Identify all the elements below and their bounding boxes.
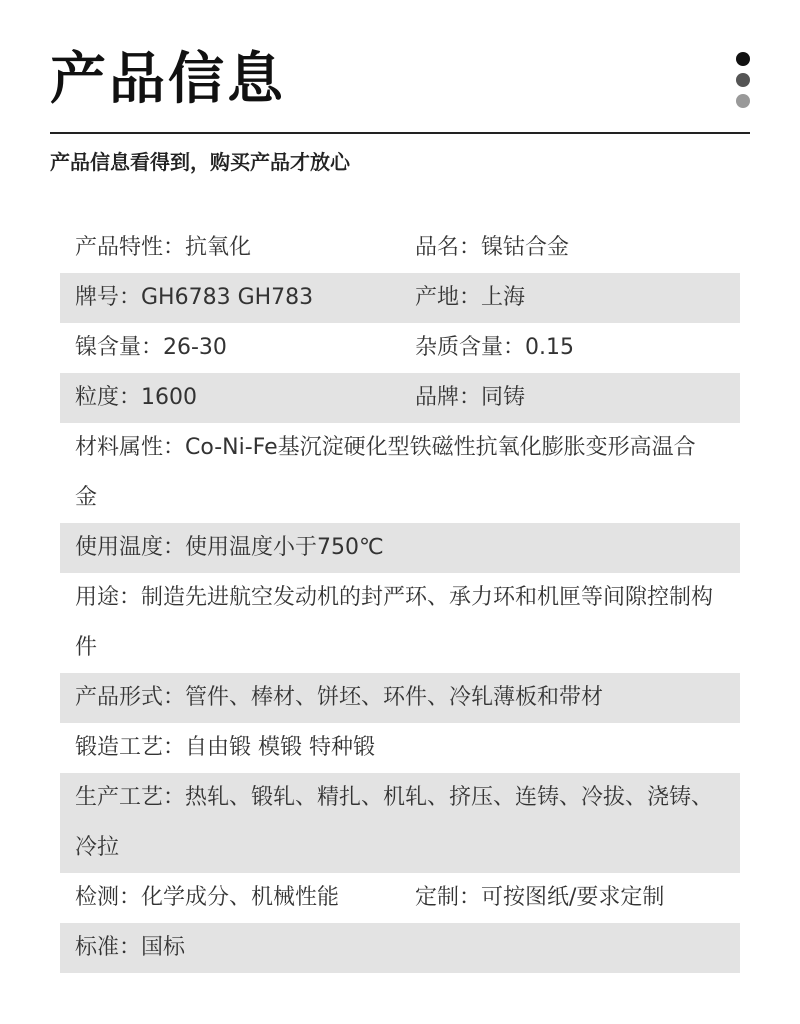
spec-cell: 产地：上海 <box>415 285 526 310</box>
page-title: 产品信息 <box>50 47 286 112</box>
spec-row <box>60 673 740 723</box>
spec-row <box>60 523 740 573</box>
spec-row <box>60 373 740 423</box>
spec-cell: 产品特性：抗氧化 <box>75 235 252 260</box>
spec-cell: 使用温度：使用温度小于750℃ <box>75 535 384 560</box>
spec-cell: 锻造工艺：自由锻 模锻 特种锻 <box>75 735 375 760</box>
spec-row <box>60 923 740 973</box>
spec-cell: 定制：可按图纸/要求定制 <box>415 885 665 910</box>
spec-cell: 用途：制造先进航空发动机的封严环、承力环和机匣等间隙控制构件 <box>75 585 714 660</box>
spec-row <box>60 273 740 323</box>
spec-row <box>60 723 740 773</box>
spec-cell: 牌号：GH6783 GH783 <box>75 285 314 310</box>
spec-cell: 品名：镍钴合金 <box>415 235 570 260</box>
spec-cell: 材料属性：Co-Ni-Fe基沉淀硬化型铁磁性抗氧化膨胀变形高温合金 <box>75 435 696 510</box>
spec-row <box>60 773 740 873</box>
dot-1 <box>736 52 750 66</box>
spec-row <box>60 573 740 673</box>
spec-cell: 粒度：1600 <box>75 385 197 410</box>
spec-row <box>60 873 740 923</box>
spec-cell: 产品形式：管件、棒材、饼坯、环件、冷轧薄板和带材 <box>75 685 604 710</box>
spec-row <box>60 423 740 523</box>
spec-cell: 生产工艺：热轧、锻轧、精扎、机轧、挤压、连铸、冷拔、浇铸、冷拉 <box>75 785 714 860</box>
spec-cell: 品牌：同铸 <box>415 385 526 410</box>
spec-cell: 检测：化学成分、机械性能 <box>75 885 340 910</box>
spec-cell: 标准：国标 <box>75 935 186 960</box>
menu-dots-icon <box>736 52 750 115</box>
dot-2 <box>736 73 750 87</box>
dot-3 <box>736 94 750 108</box>
spec-cell: 杂质含量：0.15 <box>415 335 574 360</box>
spec-table <box>60 223 740 973</box>
spec-cell: 镍含量：26-30 <box>75 335 227 360</box>
spec-row <box>60 323 740 373</box>
page-subtitle: 产品信息看得到，购买产品才放心 <box>50 150 350 174</box>
spec-row <box>60 223 740 273</box>
page-header <box>50 38 750 134</box>
